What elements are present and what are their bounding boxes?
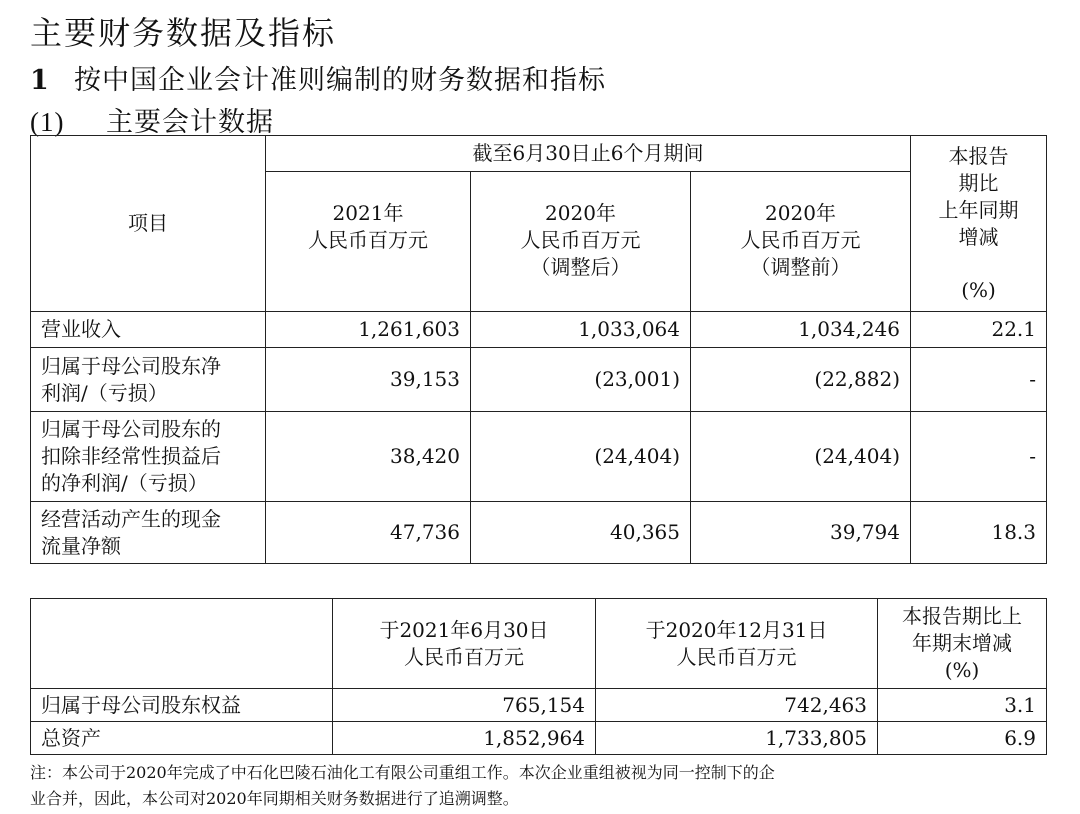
table-row <box>31 502 1047 564</box>
row-label: 归属于母公司股东的 扣除非经常性损益后 的净利润/（亏损） <box>31 412 266 502</box>
cell-value: 47,736 <box>266 502 471 564</box>
cell-value: 6.9 <box>878 722 1047 755</box>
change-header: 本报告期比上 年期末增减 (%) <box>878 599 1047 689</box>
row-label: 总资产 <box>31 722 333 755</box>
cell-value: 1,733,805 <box>596 722 878 755</box>
row-label: 归属于母公司股东权益 <box>31 689 333 722</box>
item-header: 项目 <box>31 136 266 312</box>
cell-value: 39,794 <box>691 502 911 564</box>
subsection-title-text: 主要会计数据 <box>106 107 274 138</box>
cell-value: 765,154 <box>333 689 596 722</box>
cell-value: 1,034,246 <box>691 312 911 348</box>
cell-value: 1,261,603 <box>266 312 471 348</box>
table-row <box>31 348 1047 412</box>
col-2020-12-31-header: 于2020年12月31日 人民币百万元 <box>596 599 878 689</box>
section-title-text: 按中国企业会计准则编制的财务数据和指标 <box>74 65 606 96</box>
cell-value: 40,365 <box>471 502 691 564</box>
row-label: 营业收入 <box>31 312 266 348</box>
section-title <box>30 58 606 97</box>
col-2020-adjusted-header: 2020年 人民币百万元 （调整后） <box>471 172 691 312</box>
section-number: 1 <box>30 65 50 96</box>
cell-value: 18.3 <box>911 502 1047 564</box>
page-heading: 主要财务数据及指标 <box>30 14 337 52</box>
cell-value: (24,404) <box>691 412 911 502</box>
cell-value: - <box>911 348 1047 412</box>
cell-value: (24,404) <box>471 412 691 502</box>
col-2021-header: 2021年 人民币百万元 <box>266 172 471 312</box>
subsection-title <box>30 100 274 139</box>
cell-value: (22,882) <box>691 348 911 412</box>
col-2020-before-header: 2020年 人民币百万元 （调整前） <box>691 172 911 312</box>
cell-value: (23,001) <box>471 348 691 412</box>
cell-value: 22.1 <box>911 312 1047 348</box>
cell-value: 1,033,064 <box>471 312 691 348</box>
cell-value: 39,153 <box>266 348 471 412</box>
col-2021-06-30-header: 于2021年6月30日 人民币百万元 <box>333 599 596 689</box>
subsection-number: (1) <box>30 107 65 137</box>
period-header: 截至6月30日止6个月期间 <box>266 136 911 172</box>
change-header: 本报告 期比 上年同期 增减 (%) <box>911 136 1047 312</box>
balance-data-table <box>30 598 1047 755</box>
cell-value: 742,463 <box>596 689 878 722</box>
cell-value: 38,420 <box>266 412 471 502</box>
cell-value: 3.1 <box>878 689 1047 722</box>
row-label: 归属于母公司股东净 利润/（亏损） <box>31 348 266 412</box>
cell-value: - <box>911 412 1047 502</box>
cell-value: 1,852,964 <box>333 722 596 755</box>
footnote: 注：本公司于2020年完成了中石化巴陵石油化工有限公司重组工作。本次企业重组被视为同一控制下的企 业合并，因此，本公司对2020年同期相关财务数据进行了追溯调整。 <box>30 763 775 808</box>
table-row <box>31 312 1047 348</box>
empty-header-cell <box>31 599 333 689</box>
table-row <box>31 412 1047 502</box>
table-row <box>31 722 1047 755</box>
table-row <box>31 689 1047 722</box>
accounting-data-table <box>30 135 1047 564</box>
row-label: 经营活动产生的现金 流量净额 <box>31 502 266 564</box>
